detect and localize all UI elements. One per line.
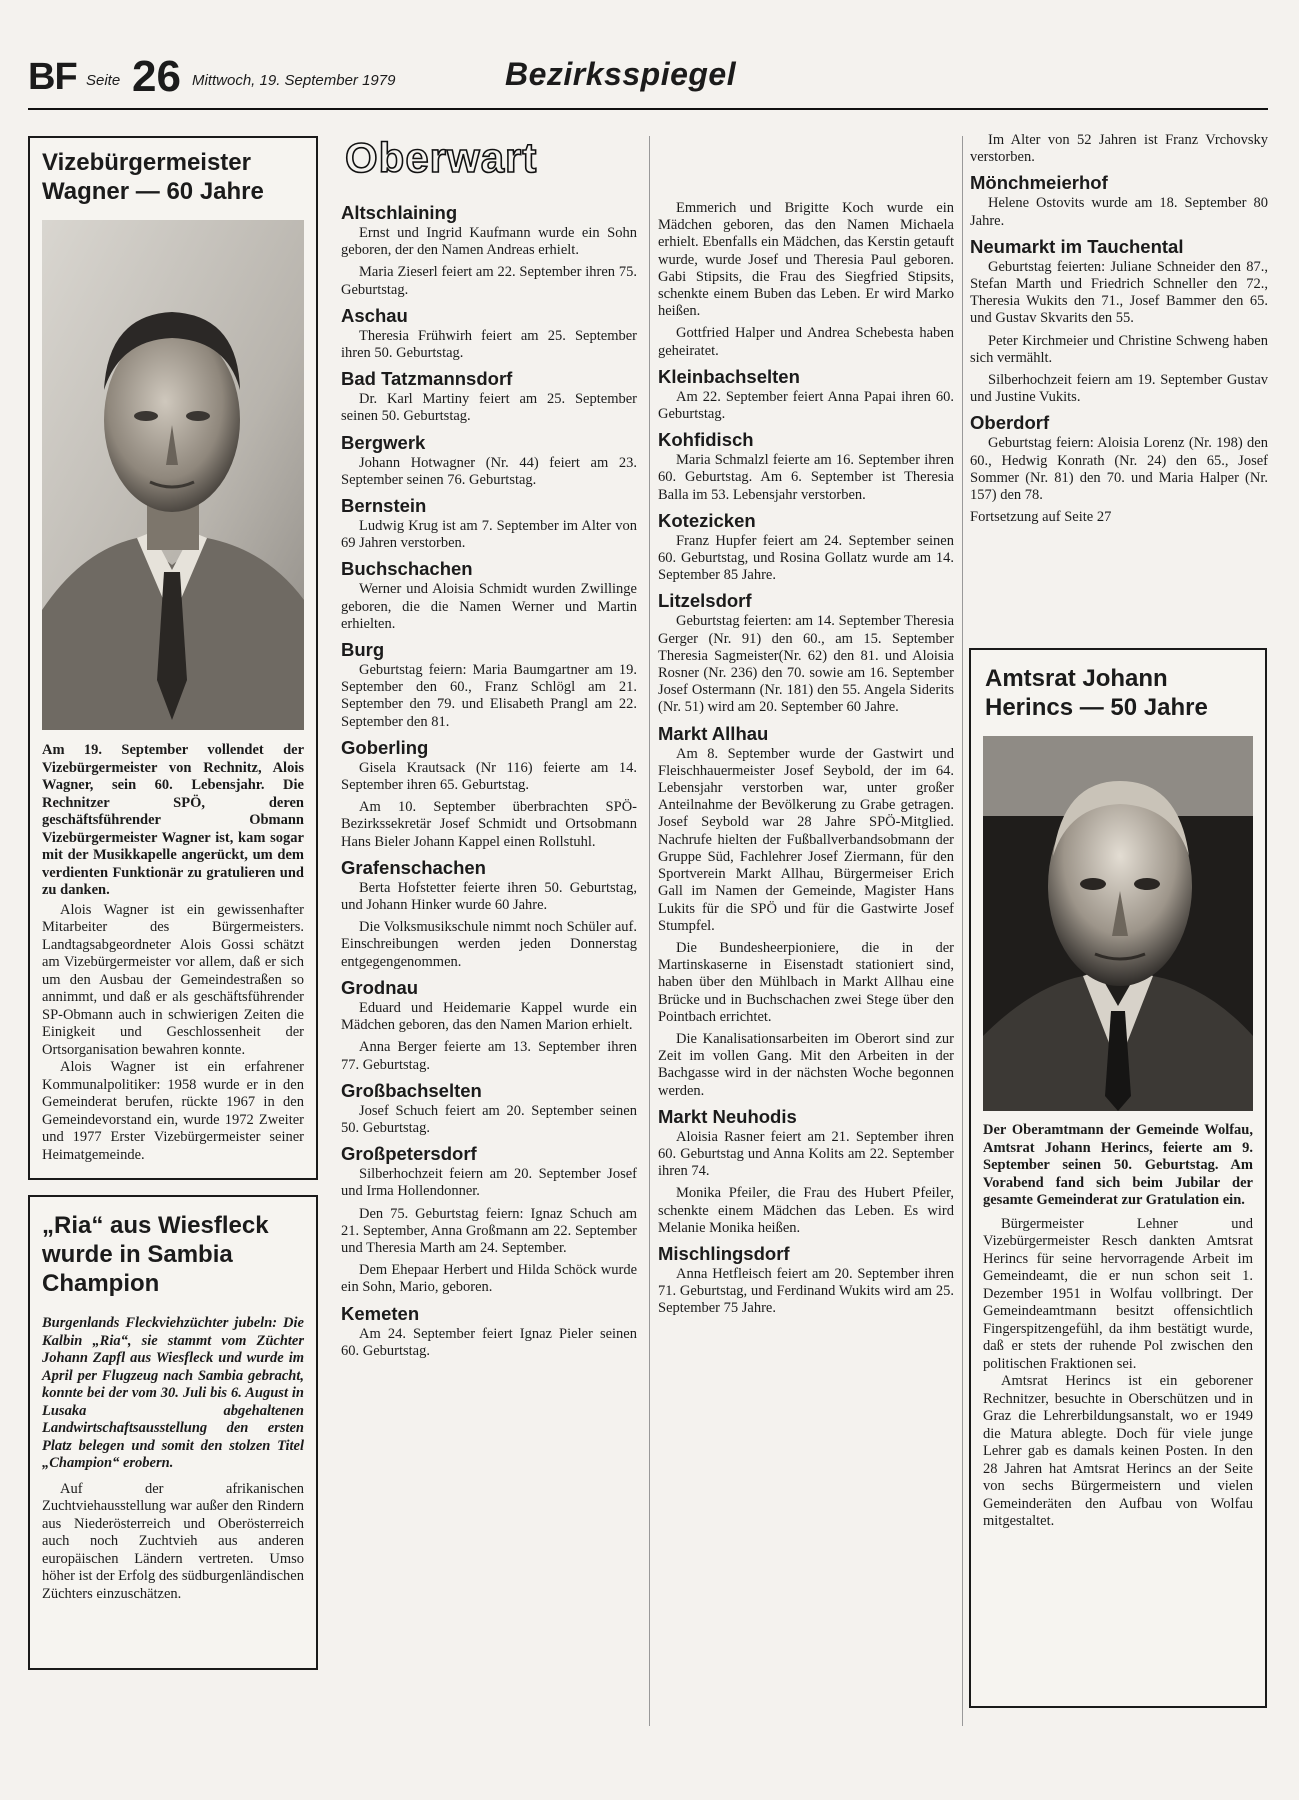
masthead bbox=[28, 50, 1268, 110]
locality-heading: Grodnau bbox=[341, 976, 419, 998]
article-paragraph: Auf der afrikanischen Zuchtviehausstellung war außer den Rindern aus Niederösterreich und Oberösterreich auch noch Zuchtvieh aus anderen europäischen Ländern vertreten. Umso höher ist der Erfolg des südburgenländischen Züchters einzuschätzen. bbox=[42, 1480, 304, 1602]
locality-heading: Buchschachen bbox=[341, 558, 473, 580]
locality-heading: Großpetersdorf bbox=[341, 1143, 477, 1165]
paper-logo: BF bbox=[28, 56, 77, 98]
news-item: Maria Zieserl feiert am 22. September ihren 75. Geburtstag. bbox=[341, 264, 637, 298]
locality-heading: Litzelsdorf bbox=[658, 590, 752, 612]
locality-heading: Bernstein bbox=[341, 495, 427, 517]
news-item: Anna Berger feierte am 13. September ihren 77. Geburtstag. bbox=[341, 1039, 637, 1073]
news-item: Die Volksmusikschule nimmt noch Schüler auf. Einschreibungen werden jeden Donnerstag entgegengenommen. bbox=[341, 919, 637, 970]
locality-heading: Aschau bbox=[341, 304, 408, 326]
article-title: „Ria“ aus Wiesfleck wurde in Sambia Champion bbox=[42, 1212, 269, 1297]
locality-heading: Kotezicken bbox=[658, 509, 756, 531]
page-number: 26 bbox=[132, 52, 181, 101]
column-1 bbox=[341, 196, 637, 1365]
article-ria bbox=[28, 1195, 318, 1670]
news-item: Anna Hetfleisch feiert am 20. September ihren 71. Geburtstag, und Ferdinand Wukits wird am 25. September 75 Jahre. bbox=[658, 1265, 954, 1317]
article-paragraph: Alois Wagner ist ein gewissenhafter Mitarbeiter des Bürgermeisters. Landtagsabgeordneter Alois Gossi schätzt am Vizebürgermeister vor allem, daß er sich um den Ausbau der Gemeindestraßen so annimmt, und daß er als geschäftsführender SP-Obmann auch in schwierigen Zeiten die Einigkeit und Geschlossenheit der Ortsorganisation bewahren konnte. bbox=[42, 901, 304, 1058]
news-item: Am 8. September wurde der Gastwirt und Fleischhauermeister Josef Seybold, der im 64. Lebensjahr verstorben war, unter großer Anteilnahme der Bevölkerung zu Grabe getragen. Josef Seybold war 28 Jahre SPÖ-Mitglied. Nachrufe hielten der Fußballverbandsobmann der Gruppe Süd, Fachlehrer Josef Ziermann, für den Sportverein Markt Allhau, Bürgermeiser Erich Gall im Namen der Gemeinde, Magister Hans Lukits für die SPÖ und für die Gastwirte Josef Stumpfel. bbox=[658, 745, 954, 934]
news-item: Helene Ostovits wurde am 18. September 80 Jahre. bbox=[970, 195, 1268, 229]
news-item: Den 75. Geburtstag feiern: Ignaz Schuch am 21. September, Anna Großmann am 22. September und Theresia Marth am 24. September. bbox=[341, 1205, 637, 1256]
locality-heading: Markt Neuhodis bbox=[658, 1105, 797, 1127]
news-item: Silberhochzeit feiern am 19. September Gustav und Justine Vukits. bbox=[970, 372, 1268, 406]
news-item: Silberhochzeit feiern am 20. September Josef und Irma Hollendonner. bbox=[341, 1166, 637, 1200]
news-item: Maria Schmalzl feierte am 16. September ihren 60. Geburtstag. Am 6. September ist Theresia Balla im 53. Lebensjahr verstorben. bbox=[658, 452, 954, 503]
news-item: Geburtstag feiern: Maria Baumgartner am 19. September den 60., Franz Schlögl am 21. September den 79. und Elisabeth Prangl am 22. September den 81. bbox=[341, 662, 637, 730]
news-item: Emmerich und Brigitte Koch wurde ein Mädchen geboren, das den Namen Michaela erhielt. Ebenfalls ein Mädchen, das Kerstin getauft wurde, wurde Josef und Theresia Paul geboren. Gabi Stipsits, die Frau des Siegfried Stipsits, schenkte einem Buben das Leben. Er wird Marko heißen. bbox=[658, 200, 954, 320]
news-item: Ludwig Krug ist am 7. September im Alter von 69 Jahren verstorben. bbox=[341, 518, 637, 552]
news-item: Die Bundesheerpioniere, die in der Martinskaserne in Eisenstadt stationiert sind, haben über den Mühlbach in Markt Allhau eine Brücke und in Buchschachen zwei Stege über den Pointbach errichtet. bbox=[658, 939, 954, 1025]
news-item: Im Alter von 52 Jahren ist Franz Vrchovsky verstorben. bbox=[970, 132, 1268, 166]
news-item: Eduard und Heidemarie Kappel wurde ein Mädchen geboren, das den Namen Marion erhielt. bbox=[341, 999, 637, 1034]
news-item: Berta Hofstetter feierte ihren 50. Geburtstag, und Johann Hinker wurde 60 Jahre. bbox=[341, 879, 637, 914]
news-item: Dr. Karl Martiny feiert am 25. September seinen 50. Geburtstag. bbox=[341, 391, 637, 425]
locality-heading: Kleinbachselten bbox=[658, 365, 800, 387]
locality-heading: Kohfidisch bbox=[658, 429, 754, 451]
column-3 bbox=[970, 132, 1268, 531]
article-paragraph: Alois Wagner ist ein erfahrener Kommunalpolitiker: 1958 wurde er in den Gemeinderat berufen, rückte 1967 in den Gemeindevorstand ein, wurde 1972 Zweiter und 1977 Erster Vizebürgermeister seiner Heimatgemeinde. bbox=[42, 1059, 304, 1163]
news-item: Ernst und Ingrid Kaufmann wurde ein Sohn geboren, der den Namen Andreas erhielt. bbox=[341, 225, 637, 259]
locality-heading: Mischlingsdorf bbox=[658, 1242, 790, 1264]
locality-heading: Kemeten bbox=[341, 1302, 420, 1324]
article-lead: Burgenlands Fleckviehzüchter jubeln: Die Kalbin „Ria“, sie stammt vom Züchter Johann Zapfl aus Wiesfleck und wurde im April per Flugzeug nach Sambia gebracht, konnte bei der vom 30. Juli bis 6. August in Lusaka abgehaltenen Landwirtschaftsausstellung den ersten Platz belegen und somit den stolzen Titel „Champion“ erobern. bbox=[42, 1315, 304, 1471]
news-item: Franz Hupfer feiert am 24. September seinen 60. Geburtstag, und Rosina Gollatz wurde am 14. September 85 Jahre. bbox=[658, 532, 954, 584]
news-item: Gottfried Halper und Andrea Schebesta haben geheiratet. bbox=[658, 325, 954, 359]
portrait-photo-icon bbox=[983, 736, 1253, 1111]
news-item: Dem Ehepaar Herbert und Hilda Schöck wurde ein Sohn, Mario, geboren. bbox=[341, 1262, 637, 1296]
news-item: Am 22. September feiert Anna Papai ihren 60. Geburtstag. bbox=[658, 388, 954, 423]
article-title: Amtsrat Johann Herincs — 50 Jahre bbox=[985, 665, 1208, 721]
district-heading: Oberwart bbox=[345, 134, 538, 181]
news-item: Geburtstag feierten: am 14. September Theresia Gerger (Nr. 91) den 60., am 15. September Theresia Sagmeister(Nr. 62) den 81. und Aloisia Rosner (Nr. 236) den 70. sowie am 16. September Josef Ostermann (Nr. 181) den 55. Angela Siderits (Nr. 51) wird am 20. September 60 Jahre. bbox=[658, 613, 954, 716]
locality-heading: Burg bbox=[341, 639, 385, 661]
continuation-note: Fortsetzung auf Seite 27 bbox=[970, 509, 1112, 526]
news-item: Gisela Krautsack (Nr 116) feierte am 14. September ihren 65. Geburtstag. bbox=[341, 759, 637, 794]
article-herincs bbox=[969, 648, 1267, 1708]
photo-caption: Am 19. September vollendet der Vizebürgermeister von Rechnitz, Alois Wagner, sein 60. Lebensjahr. Die Rechnitzer SPÖ, deren geschäftsführender Obmann Vizebürgermeister Wagner ist, kam sogar mit der Musikkapelle angerückt, um dem verdienten Funktionär zu gratulieren und zu danken. bbox=[42, 742, 304, 898]
news-item: Peter Kirchmeier und Christine Schweng haben sich vermählt. bbox=[970, 332, 1268, 366]
news-item: Geburtstag feierten: Juliane Schneider den 87., Stefan Marth und Friedrich Schneller den 72., Theresia Wukits den 71., Josef Bammer den 65. und Gustav Skvarits den 55. bbox=[970, 258, 1268, 327]
locality-heading: Großbachselten bbox=[341, 1079, 482, 1101]
news-item: Am 24. September feiert Ignaz Pieler seinen 60. Geburtstag. bbox=[341, 1325, 637, 1359]
column-2 bbox=[658, 200, 954, 1323]
article-title: Vizebürgermeister Wagner — 60 Jahre bbox=[42, 149, 264, 205]
locality-heading: Grafenschachen bbox=[341, 856, 486, 878]
news-item: Geburtstag feiern: Aloisia Lorenz (Nr. 198) den 60., Hedwig Konrath (Nr. 24) den 65., Josef Sommer (Nr. 81) den 70. und Maria Halper (Nr. 157) den 78. bbox=[970, 435, 1268, 504]
page-label: Seite bbox=[86, 72, 121, 89]
column-divider bbox=[649, 136, 650, 1726]
column-divider bbox=[962, 136, 963, 1726]
news-item: Johann Hotwagner (Nr. 44) feiert am 23. September seinen 76. Geburtstag. bbox=[341, 454, 637, 488]
article-paragraph: Bürgermeister Lehner und Vizebürgermeister Resch dankten Amtsrat Herincs für seine hervorragende Arbeit im Gemeindeamt, die er nun schon seit 1. Dezember 1951 in Wolfau vollbringt. Der Gemeindeamtmann besitzt offensichtlich Fingerspitzengefühl, da ihm bestätigt wurde, daß er stets der ruhende Pol zwischen den politischen Fraktionen sei. bbox=[983, 1215, 1253, 1372]
news-item: Die Kanalisationsarbeiten im Oberort sind zur Zeit im vollen Gang. Mit den Arbeiten in der Bachgasse wird in der nächsten Woche begonnen werden. bbox=[658, 1030, 954, 1099]
photo-caption: Der Oberamtmann der Gemeinde Wolfau, Amtsrat Johann Herincs, feierte am 9. September seinen 50. Geburtstag. Am Vorabend fand sich beim Jubilar der gesamte Gemeinderat zur Gratulation ein. bbox=[983, 1122, 1253, 1208]
news-item: Monika Pfeiler, die Frau des Hubert Pfeiler, schenkte einem Mädchen das Leben. Es wird Melanie Monika heißen. bbox=[658, 1185, 954, 1236]
news-item: Josef Schuch feiert am 20. September seinen 50. Geburtstag. bbox=[341, 1102, 637, 1136]
portrait-photo-icon bbox=[42, 220, 304, 730]
news-item: Aloisia Rasner feiert am 21. September ihren 60. Geburtstag und Anna Kolits am 22. September ihren 74. bbox=[658, 1128, 954, 1180]
locality-heading: Goberling bbox=[341, 736, 429, 758]
section-title: Bezirksspiegel bbox=[505, 56, 737, 92]
article-paragraph: Amtsrat Herincs ist ein geborener Rechnitzer, besuchte in Oberschützen und in Graz die Lehrerbildungsanstalt, wo er 1949 die Matura ablegte. Doch für viele junge Lehrer gab es damals keinen Posten. In den 28 Jahren hat Amtsrat Herincs an der Seite von sechs Bürgermeistern und vielen Gemeinderäten den Aufbau von Wolfau mitgestaltet. bbox=[983, 1373, 1253, 1529]
locality-heading: Mönchmeierhof bbox=[970, 172, 1108, 194]
locality-heading: Neumarkt im Tauchental bbox=[970, 235, 1184, 257]
locality-heading: Bergwerk bbox=[341, 431, 426, 453]
locality-heading: Oberdorf bbox=[970, 412, 1050, 434]
issue-date: Mittwoch, 19. September 1979 bbox=[192, 72, 396, 89]
locality-heading: Altschlaining bbox=[341, 202, 458, 223]
locality-heading: Markt Allhau bbox=[658, 722, 769, 744]
portrait-photo-wagner bbox=[42, 220, 304, 730]
article-wagner bbox=[28, 136, 318, 1180]
portrait-photo-herincs bbox=[983, 736, 1253, 1111]
locality-heading: Bad Tatzmannsdorf bbox=[341, 368, 513, 390]
news-item: Theresia Frühwirh feiert am 25. September ihren 50. Geburtstag. bbox=[341, 327, 637, 362]
news-item: Am 10. September überbrachten SPÖ-Bezirkssekretär Josef Schmidt und Ortsobmann Hans Bieler Johann Kappel einen Rollstuhl. bbox=[341, 799, 637, 850]
news-item: Werner und Aloisia Schmidt wurden Zwillinge geboren, die die Namen Werner und Martin erhielten. bbox=[341, 581, 637, 632]
